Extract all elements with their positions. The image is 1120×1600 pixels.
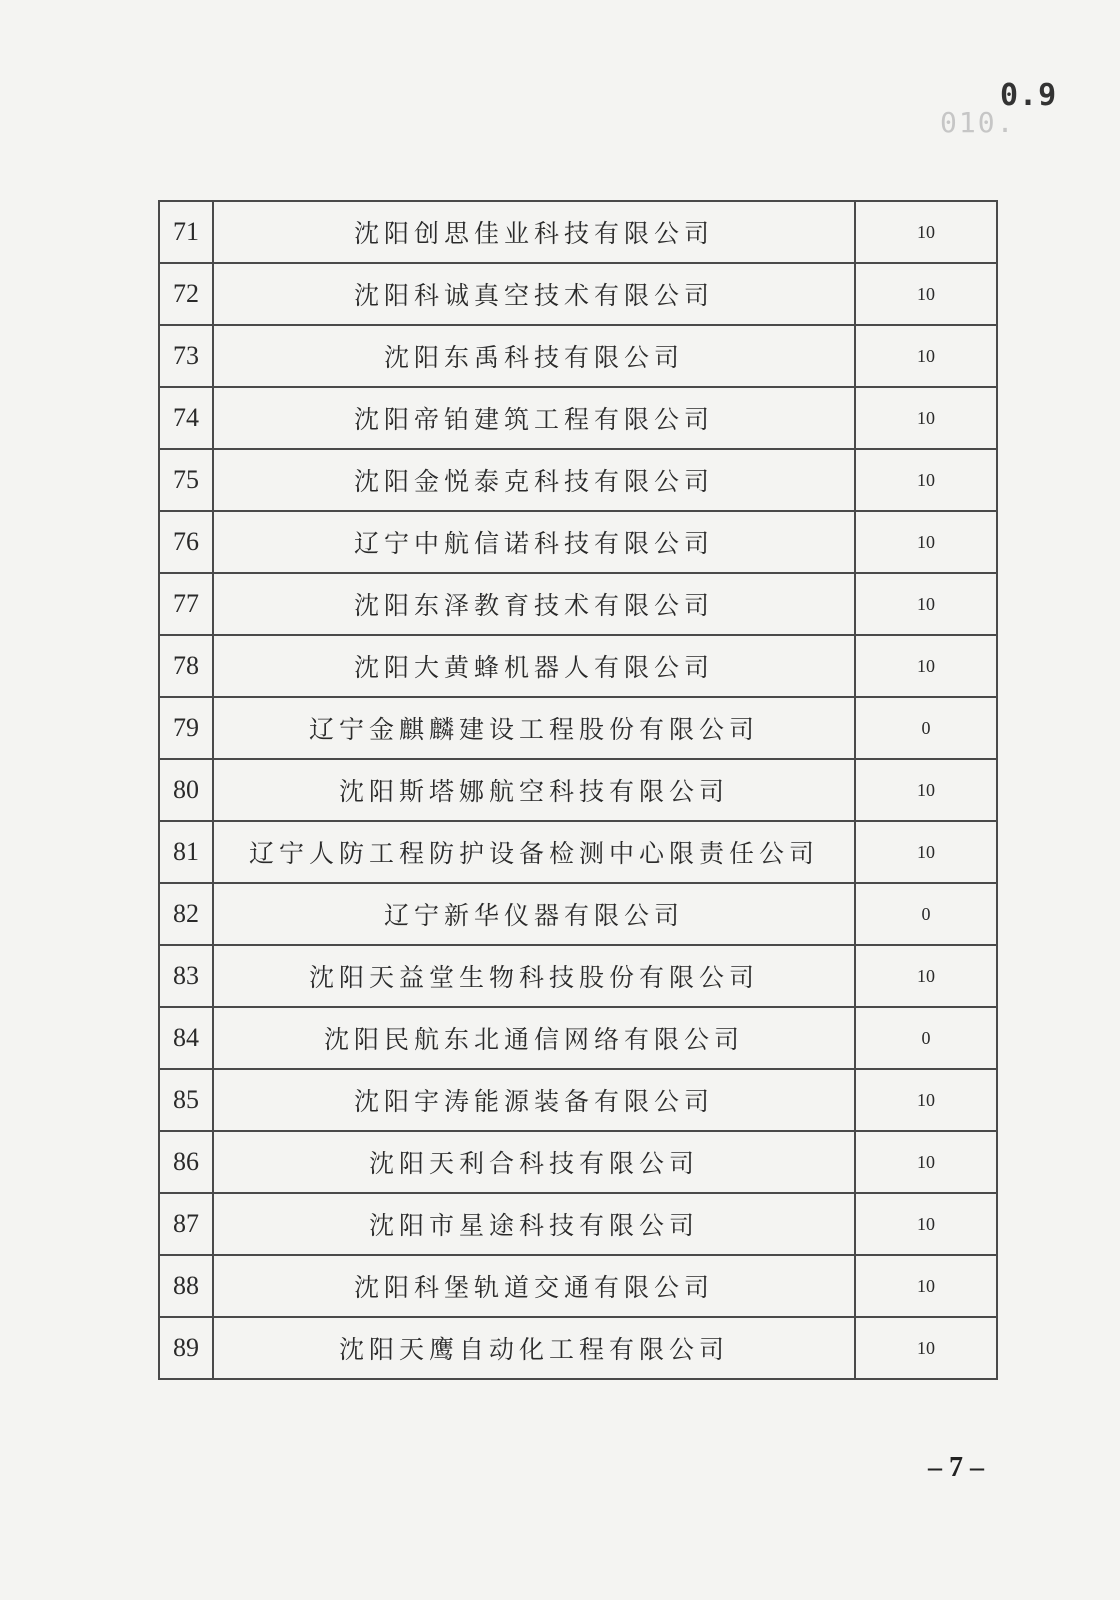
company-name-cell: 辽宁金麒麟建设工程股份有限公司 bbox=[213, 697, 855, 759]
score-cell: 10 bbox=[855, 263, 997, 325]
row-number-cell: 75 bbox=[159, 449, 213, 511]
table-row bbox=[159, 1193, 997, 1255]
company-name-cell: 沈阳大黄蜂机器人有限公司 bbox=[213, 635, 855, 697]
score-cell: 10 bbox=[855, 1069, 997, 1131]
company-name-cell: 沈阳民航东北通信网络有限公司 bbox=[213, 1007, 855, 1069]
table-row bbox=[159, 1069, 997, 1131]
company-name-cell: 沈阳市星途科技有限公司 bbox=[213, 1193, 855, 1255]
page-number: – 7 – bbox=[928, 1452, 984, 1483]
company-name-cell: 沈阳东禹科技有限公司 bbox=[213, 325, 855, 387]
table-row bbox=[159, 1317, 997, 1379]
table-row bbox=[159, 945, 997, 1007]
row-number-cell: 80 bbox=[159, 759, 213, 821]
table-row bbox=[159, 201, 997, 263]
table-row bbox=[159, 449, 997, 511]
row-number-cell: 73 bbox=[159, 325, 213, 387]
score-cell: 10 bbox=[855, 635, 997, 697]
score-cell: 10 bbox=[855, 1193, 997, 1255]
score-cell: 0 bbox=[855, 883, 997, 945]
table-row bbox=[159, 1255, 997, 1317]
table-row bbox=[159, 573, 997, 635]
company-name-cell: 辽宁新华仪器有限公司 bbox=[213, 883, 855, 945]
company-name-cell: 沈阳创思佳业科技有限公司 bbox=[213, 201, 855, 263]
row-number-cell: 81 bbox=[159, 821, 213, 883]
table-row bbox=[159, 697, 997, 759]
row-number-cell: 86 bbox=[159, 1131, 213, 1193]
row-number-cell: 83 bbox=[159, 945, 213, 1007]
score-cell: 10 bbox=[855, 573, 997, 635]
score-cell: 10 bbox=[855, 945, 997, 1007]
company-name-cell: 沈阳斯塔娜航空科技有限公司 bbox=[213, 759, 855, 821]
score-cell: 10 bbox=[855, 759, 997, 821]
row-number-cell: 82 bbox=[159, 883, 213, 945]
score-cell: 0 bbox=[855, 1007, 997, 1069]
score-cell: 10 bbox=[855, 201, 997, 263]
table-row bbox=[159, 387, 997, 449]
table-row bbox=[159, 635, 997, 697]
score-cell: 10 bbox=[855, 387, 997, 449]
row-number-cell: 72 bbox=[159, 263, 213, 325]
company-name-cell: 沈阳金悦泰克科技有限公司 bbox=[213, 449, 855, 511]
score-cell: 10 bbox=[855, 449, 997, 511]
table-body bbox=[159, 201, 997, 1379]
table-row bbox=[159, 821, 997, 883]
table-row bbox=[159, 511, 997, 573]
company-name-cell: 沈阳天鹰自动化工程有限公司 bbox=[213, 1317, 855, 1379]
archive-stamp-number: 0.9 bbox=[1000, 78, 1058, 113]
row-number-cell: 89 bbox=[159, 1317, 213, 1379]
score-cell: 10 bbox=[855, 511, 997, 573]
score-cell: 10 bbox=[855, 1131, 997, 1193]
company-name-cell: 沈阳天益堂生物科技股份有限公司 bbox=[213, 945, 855, 1007]
table-row bbox=[159, 263, 997, 325]
row-number-cell: 84 bbox=[159, 1007, 213, 1069]
score-cell: 10 bbox=[855, 1255, 997, 1317]
company-name-cell: 沈阳东泽教育技术有限公司 bbox=[213, 573, 855, 635]
company-name-cell: 沈阳天利合科技有限公司 bbox=[213, 1131, 855, 1193]
row-number-cell: 71 bbox=[159, 201, 213, 263]
score-cell: 0 bbox=[855, 697, 997, 759]
company-name-cell: 辽宁人防工程防护设备检测中心限责任公司 bbox=[213, 821, 855, 883]
company-name-cell: 沈阳帝铂建筑工程有限公司 bbox=[213, 387, 855, 449]
company-name-cell: 沈阳科堡轨道交通有限公司 bbox=[213, 1255, 855, 1317]
table-row bbox=[159, 325, 997, 387]
company-score-table bbox=[158, 200, 998, 1380]
table-row bbox=[159, 883, 997, 945]
table-row bbox=[159, 1007, 997, 1069]
row-number-cell: 85 bbox=[159, 1069, 213, 1131]
company-name-cell: 沈阳宇涛能源装备有限公司 bbox=[213, 1069, 855, 1131]
row-number-cell: 77 bbox=[159, 573, 213, 635]
row-number-cell: 78 bbox=[159, 635, 213, 697]
row-number-cell: 76 bbox=[159, 511, 213, 573]
score-cell: 10 bbox=[855, 1317, 997, 1379]
score-cell: 10 bbox=[855, 821, 997, 883]
company-name-cell: 辽宁中航信诺科技有限公司 bbox=[213, 511, 855, 573]
company-name-cell: 沈阳科诚真空技术有限公司 bbox=[213, 263, 855, 325]
table-row bbox=[159, 1131, 997, 1193]
row-number-cell: 79 bbox=[159, 697, 213, 759]
score-cell: 10 bbox=[855, 325, 997, 387]
row-number-cell: 74 bbox=[159, 387, 213, 449]
row-number-cell: 87 bbox=[159, 1193, 213, 1255]
faint-stamp-number: 010. bbox=[940, 106, 1016, 139]
row-number-cell: 88 bbox=[159, 1255, 213, 1317]
table-row bbox=[159, 759, 997, 821]
